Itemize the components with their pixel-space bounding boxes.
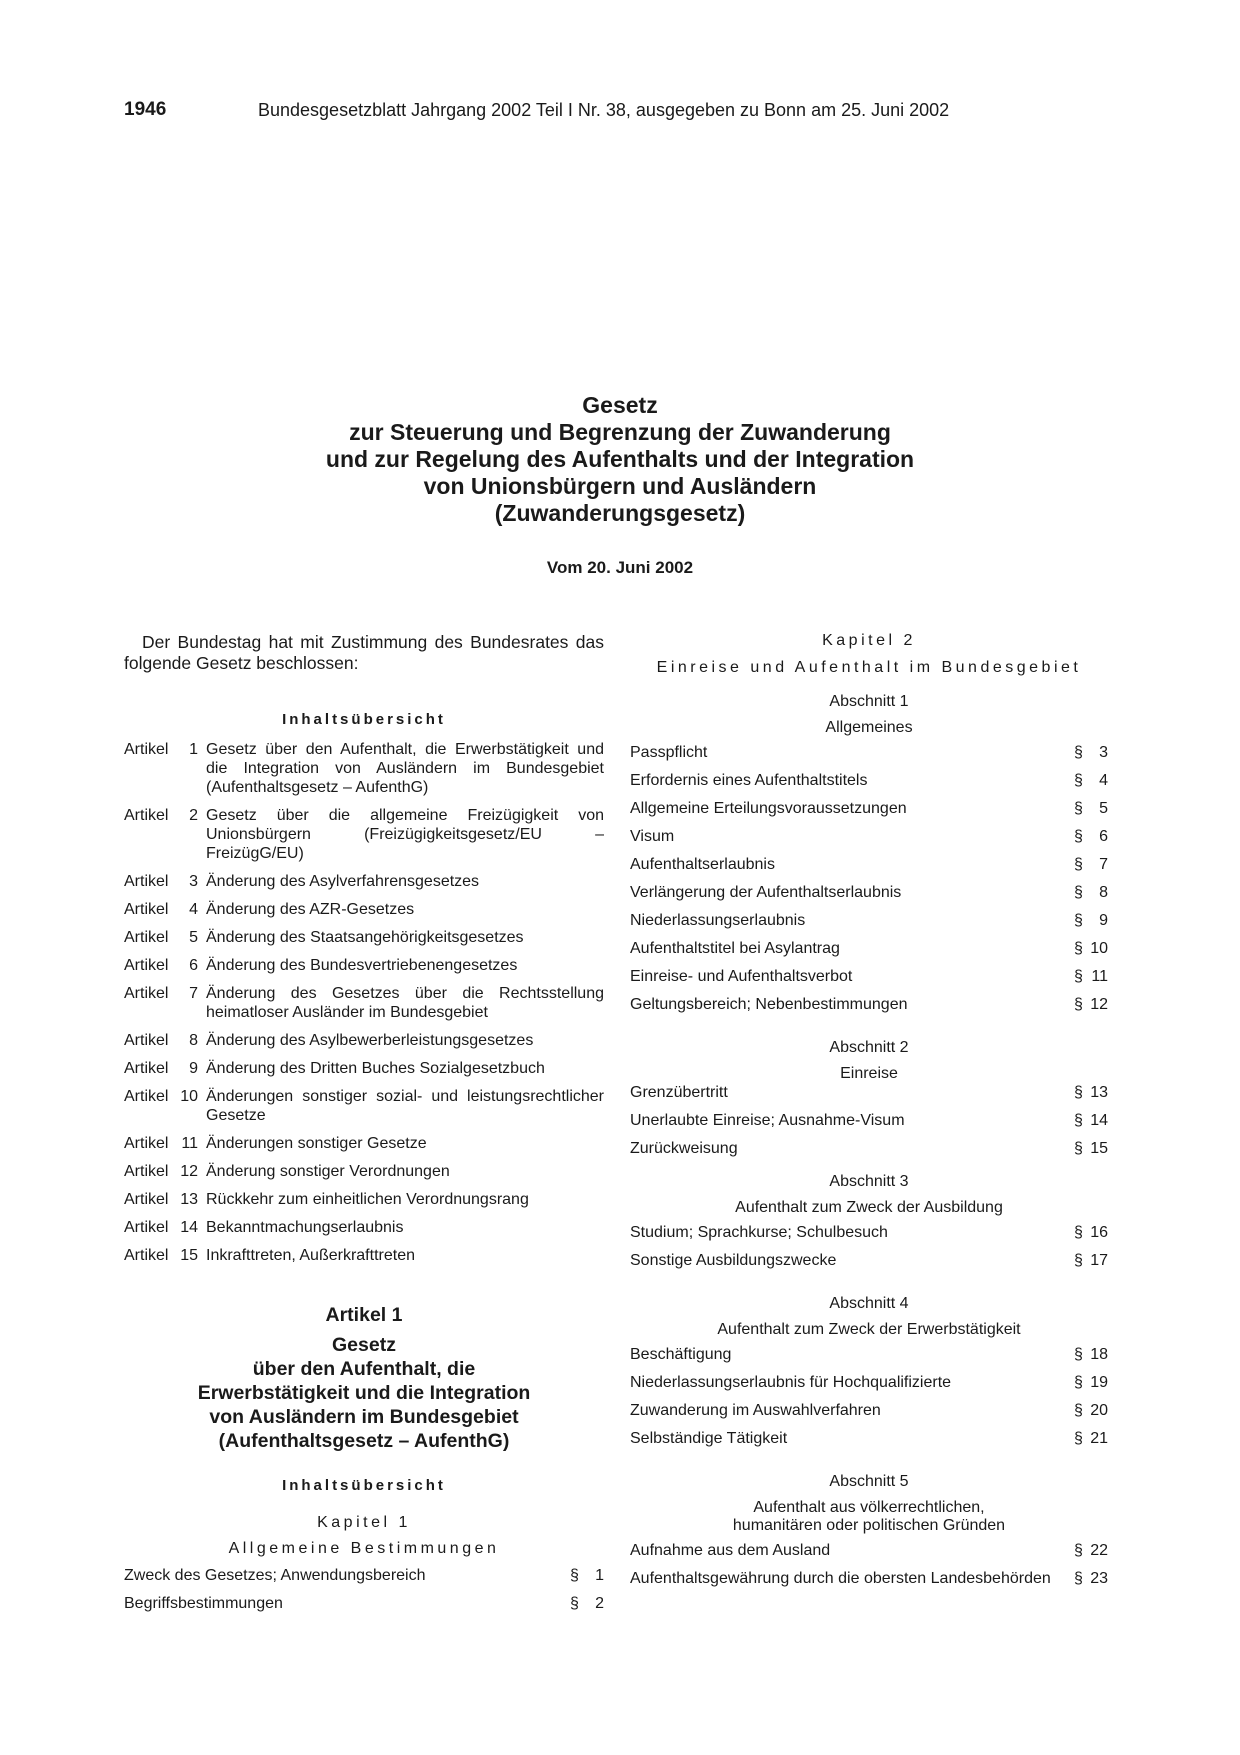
article-title: Inkrafttreten, Außerkrafttreten [206,1247,415,1264]
toc-entry [630,1139,1108,1167]
paragraph-ref [1074,855,1108,883]
article-word: Artikel [124,1163,169,1180]
toc-entry [630,1541,1108,1569]
article-title: Änderung des Bundesvertriebenengesetzes [206,957,518,974]
section-label: Abschnitt 4 [829,1295,909,1312]
section-sign: § [1074,772,1083,789]
section-sign: § [1074,1374,1083,1391]
toc-entry [630,1569,1108,1597]
title-line: (Zuwanderungsgesetz) [494,500,746,526]
article-word: Artikel [124,1247,169,1264]
article-word: Artikel [124,873,169,890]
toc-entry [124,1594,604,1622]
toc-entry [630,967,1108,995]
list-item [124,806,604,863]
toc-entry [630,883,1108,911]
paragraph-number: 12 [1090,996,1108,1013]
toc-entry [630,743,1108,771]
section-title: Aufenthalt zum Zweck der Ausbildung [735,1199,1003,1216]
page-number: 1946 [124,99,167,120]
toc-entry-title: Einreise- und Aufenthaltsverbot [630,968,853,985]
paragraph-number: 22 [1090,1542,1108,1559]
toc-entry-title: Unerlaubte Einreise; Ausnahme-Visum [630,1112,905,1129]
section-title-line: humanitären oder politischen Gründen [732,1517,1006,1534]
toc-entry [630,1223,1108,1251]
paragraph-ref [1074,1111,1108,1139]
list-item [124,1218,604,1237]
paragraph-ref [1074,883,1108,911]
toc-entry-title: Zweck des Gesetzes; Anwendungsbereich [124,1567,426,1584]
article1-title-line: (Aufenthaltsgesetz – AufenthG) [218,1430,510,1452]
toc-entry-title: Selbständige Tätigkeit [630,1430,788,1447]
paragraph-number: 7 [1099,856,1108,873]
article-word: Artikel [124,985,169,1002]
title-line: zur Steuerung und Begrenzung der Zuwanderung [349,419,891,445]
article-word: Artikel [124,1060,169,1077]
kapitel1-label: Kapitel 1 [317,1514,411,1531]
paragraph-ref [570,1594,604,1622]
section-title: Allgemeines [825,719,913,736]
paragraph-number: 5 [1099,800,1108,817]
section-label: Abschnitt 3 [829,1173,909,1190]
article-title: Änderung sonstiger Verordnungen [206,1163,450,1180]
title-line: Gesetz [582,392,658,418]
paragraph-number: 19 [1090,1374,1108,1391]
title-line: von Unionsbürgern und Ausländern [423,473,817,499]
article1-title-line: Erwerbstätigkeit und die Integration [197,1382,531,1404]
intro-paragraph: Der Bundestag hat mit Zustimmung des Bundesrates das folgende Gesetz beschlossen: [124,632,604,673]
toc-entry [630,827,1108,855]
paragraph-ref [1074,967,1108,995]
section-sign: § [1074,744,1083,761]
toc-entry [124,1566,604,1594]
section-sign: § [1074,1430,1083,1447]
toc-entry-title: Sonstige Ausbildungszwecke [630,1252,837,1269]
toc-entry-title: Verlängerung der Aufenthaltserlaubnis [630,884,902,901]
article-title: Änderung des Asylverfahrensgesetzes [206,873,480,890]
article1-title-line: über den Aufenthalt, die [252,1358,476,1380]
section-sign: § [1074,1570,1083,1587]
section-sign: § [1074,800,1083,817]
section-sign: § [1074,1224,1083,1241]
article-number: 14 [180,1219,198,1236]
toc-entry-title: Geltungsbereich; Nebenbestimmungen [630,996,908,1013]
article-label [124,928,206,947]
article-number: 10 [180,1088,198,1105]
section-sign: § [1074,856,1083,873]
list-item [124,900,604,919]
toc-entry [630,911,1108,939]
toc-entry-title: Visum [630,828,675,845]
toc-entry [630,799,1108,827]
article-label [124,1162,206,1181]
article-word: Artikel [124,1191,169,1208]
paragraph-ref [1074,1223,1108,1251]
article-number: 1 [189,741,198,758]
section-sign: § [1074,1252,1083,1269]
paragraph-number: 11 [1091,968,1108,985]
toc-entry [630,855,1108,883]
toc-entry-title: Aufenthaltstitel bei Asylantrag [630,940,840,957]
paragraph-number: 18 [1090,1346,1108,1363]
toc-entry-title: Erfordernis eines Aufenthaltstitels [630,772,868,789]
section-title: Einreise [840,1065,898,1082]
paragraph-number: 13 [1090,1084,1108,1101]
toc-entry [630,1373,1108,1401]
article-label [124,956,206,975]
article-number: 3 [189,873,198,890]
toc-entry-title: Allgemeine Erteilungsvoraussetzungen [630,800,907,817]
article-title: Rückkehr zum einheitlichen Verordnungsrang [206,1191,529,1208]
paragraph-number: 23 [1090,1570,1108,1587]
list-item [124,1190,604,1209]
law-title [230,392,1010,527]
section-label: Abschnitt 2 [829,1039,909,1056]
paragraph-number: 10 [1090,940,1108,957]
article-word: Artikel [124,929,169,946]
paragraph-number: 4 [1099,772,1108,789]
article-title: Änderung des Asylbewerberleistungsgesetzes [206,1032,534,1049]
paragraph-number: 2 [595,1595,604,1612]
article-number: 8 [189,1032,198,1049]
section-sign: § [1074,1542,1083,1559]
paragraph-ref [1074,1083,1108,1111]
toc-entry-title: Begriffsbestimmungen [124,1595,283,1612]
paragraph-ref [1074,1569,1108,1597]
paragraph-number: 17 [1090,1252,1108,1269]
article-title: Änderung des Gesetzes über die Rechtsstellung heimatloser Ausländer im Bundesgebiet [206,985,604,1021]
paragraph-ref [1074,1541,1108,1569]
toc-entry [630,1401,1108,1429]
toc-entry-title: Niederlassungserlaubnis für Hochqualifizierte [630,1374,952,1391]
article-word: Artikel [124,1032,169,1049]
section-sign: § [1074,940,1083,957]
section-sign: § [570,1567,579,1584]
list-item [124,1162,604,1181]
article-title: Änderung des Dritten Buches Sozialgesetzbuch [206,1060,545,1077]
article-label [124,1134,206,1153]
section-sign: § [1074,968,1083,985]
paragraph-ref [1074,1139,1108,1167]
paragraph-number: 21 [1090,1430,1108,1447]
article-title: Bekanntmachungserlaubnis [206,1219,404,1236]
section-sign: § [1074,996,1083,1013]
paragraph-number: 9 [1099,912,1108,929]
article-number: 2 [189,807,198,824]
article-label [124,900,206,919]
toc-entry-title: Aufnahme aus dem Ausland [630,1542,831,1559]
article-word: Artikel [124,1088,169,1105]
section-sign: § [1074,1346,1083,1363]
paragraph-ref [1074,995,1108,1023]
list-item [124,740,604,797]
paragraph-ref [1074,1373,1108,1401]
right-column [630,632,1108,1597]
section-sign: § [1074,1112,1083,1129]
left-column [124,632,604,1622]
paragraph-ref [1074,911,1108,939]
kapitel2-label: Kapitel 2 [822,632,916,649]
article-label [124,1031,206,1050]
article-label [124,1190,206,1209]
article-label [124,872,206,891]
paragraph-ref [1074,1429,1108,1457]
overview-heading: Inhaltsübersicht [282,711,446,728]
section-title-line: Aufenthalt aus völkerrechtlichen, [753,1499,985,1516]
article-title: Änderungen sonstiger sozial- und leistungsrechtlicher Gesetze [206,1088,604,1124]
list-item [124,984,604,1022]
toc-entry [630,995,1108,1023]
toc-entry [630,771,1108,799]
paragraph-ref [1074,771,1108,799]
section-sign: § [1074,828,1083,845]
paragraph-number: 14 [1090,1112,1108,1129]
section-sign: § [570,1595,579,1612]
list-item [124,1059,604,1078]
article-number: 4 [189,901,198,918]
article1-title-line: Gesetz [332,1334,396,1356]
toc-entry-title: Zurückweisung [630,1140,738,1157]
paragraph-number: 16 [1090,1224,1108,1241]
toc-entry [630,1429,1108,1457]
article-label [124,806,206,863]
paragraph-number: 6 [1099,828,1108,845]
article-word: Artikel [124,1219,169,1236]
toc-entry-title: Passpflicht [630,744,708,761]
article-title: Gesetz über den Aufenthalt, die Erwerbstätigkeit und die Integration von Ausländern im Bundesgebiet (Aufenthaltsgesetz – AufenthG) [206,741,604,796]
paragraph-ref [1074,1251,1108,1279]
article1-heading [124,1303,604,1453]
list-item [124,1031,604,1050]
article-number: 7 [189,985,198,1002]
paragraph-ref [1074,743,1108,771]
kapitel2-title: Einreise und Aufenthalt im Bundesgebiet [656,659,1082,676]
paragraph-ref [1074,939,1108,967]
article-label [124,1059,206,1078]
toc-entry [630,1083,1108,1111]
kapitel1-title: Allgemeine Bestimmungen [228,1540,500,1557]
article-number: 9 [189,1060,198,1077]
article-label [124,1087,206,1125]
toc-entry-title: Studium; Sprachkurse; Schulbesuch [630,1224,888,1241]
section-sign: § [1074,1402,1083,1419]
article-word: Artikel [124,901,169,918]
article1-overview-heading: Inhaltsübersicht [282,1477,446,1494]
paragraph-number: 20 [1090,1402,1108,1419]
article-word: Artikel [124,1135,169,1152]
article-label [124,1218,206,1237]
article-title: Änderung des AZR-Gesetzes [206,901,415,918]
running-head: Bundesgesetzblatt Jahrgang 2002 Teil I Nr. 38, ausgegeben zu Bonn am 25. Juni 2002 [258,100,950,120]
paragraph-number: 1 [595,1567,604,1584]
toc-entry [630,1345,1108,1373]
toc-entry [630,939,1108,967]
article-number: 5 [189,929,198,946]
article-label [124,1246,206,1265]
toc-entry-title: Grenzübertritt [630,1084,728,1101]
paragraph-ref [1074,827,1108,855]
paragraph-ref [1074,1345,1108,1373]
article-number: 13 [180,1191,198,1208]
list-item [124,1134,604,1153]
section-sign: § [1074,884,1083,901]
article-list [124,740,604,1265]
list-item [124,928,604,947]
toc-entry-title: Zuwanderung im Auswahlverfahren [630,1402,881,1419]
article-word: Artikel [124,741,169,758]
article-number: 11 [181,1135,198,1152]
article1-title-line: von Ausländern im Bundesgebiet [209,1406,519,1428]
paragraph-ref [1074,799,1108,827]
paragraph-number: 3 [1099,744,1108,761]
toc-entry [630,1251,1108,1279]
section-sign: § [1074,1084,1083,1101]
article-title: Gesetz über die allgemeine Freizügigkeit von Unionsbürgern (Freizügigkeitsgesetz/EU – FreizügG/EU) [206,807,604,862]
paragraph-ref [570,1566,604,1594]
section-title: Aufenthalt zum Zweck der Erwerbstätigkeit [717,1321,1021,1338]
article-number: 6 [189,957,198,974]
toc-entry-title: Aufenthaltsgewährung durch die obersten Landesbehörden [630,1570,1051,1587]
list-item [124,872,604,891]
article-word: Artikel [124,957,169,974]
section-sign: § [1074,1140,1083,1157]
article-label [124,984,206,1022]
title-line: und zur Regelung des Aufenthalts und der Integration [325,446,915,472]
toc-entry-title: Aufenthaltserlaubnis [630,856,775,873]
article-word: Artikel [124,807,169,824]
article-number: 12 [180,1163,198,1180]
list-item [124,956,604,975]
section-sign: § [1074,912,1083,929]
section-label: Abschnitt 5 [829,1473,909,1490]
list-item [124,1246,604,1265]
article-number: 15 [180,1247,198,1264]
toc-entry [630,1111,1108,1139]
toc-entry-title: Beschäftigung [630,1346,732,1363]
list-item [124,1087,604,1125]
section-label: Abschnitt 1 [829,693,909,710]
article-title: Änderung des Staatsangehörigkeitsgesetzes [206,929,524,946]
article1-label: Artikel 1 [325,1304,403,1326]
toc-entry-title: Niederlassungserlaubnis [630,912,806,929]
paragraph-ref [1074,1401,1108,1429]
article-label [124,740,206,797]
paragraph-number: 15 [1090,1140,1108,1157]
paragraph-number: 8 [1099,884,1108,901]
article-title: Änderungen sonstiger Gesetze [206,1135,427,1152]
law-date: Vom 20. Juni 2002 [546,558,694,577]
